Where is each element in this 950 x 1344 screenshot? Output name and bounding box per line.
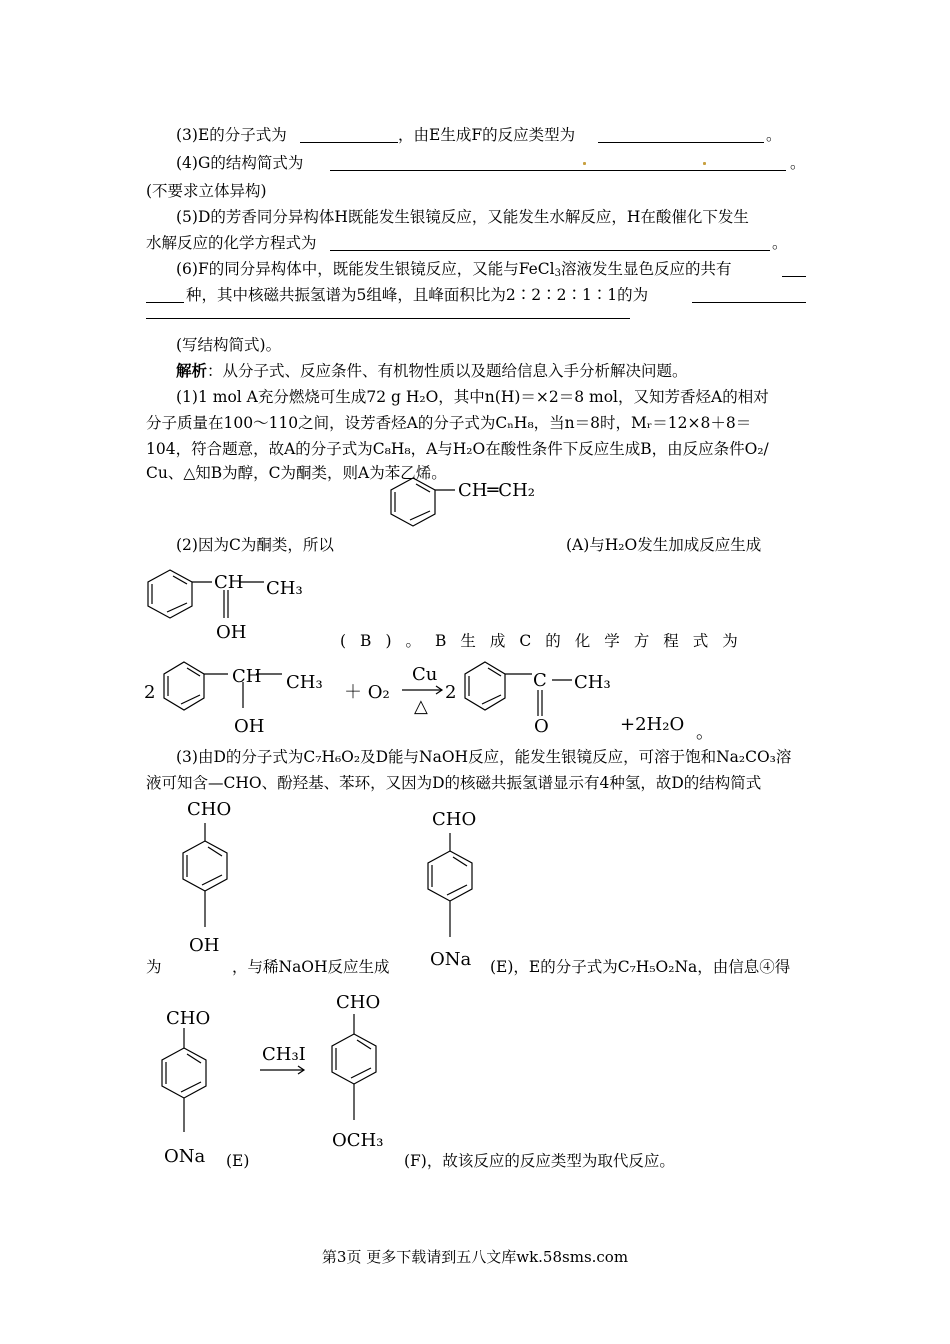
analysis-p2-b: (A)与H₂O发生加成反应生成 [566,536,762,554]
q3-start: (3)E的分子式为 [176,126,287,144]
chem-label: 。 [696,722,714,743]
chem-label: CH₃I [262,1044,306,1065]
chem-label: ONa [430,949,472,970]
q5-line1: (5)D的芳香同分异构体H既能发生银镜反应，又能发生水解反应，H在酸催化下发生 [176,208,749,226]
chem-label: OH [216,622,247,643]
chem-label: CH₃ [286,672,323,693]
mark-dot [703,162,706,165]
hydroxybenzaldehyde-structure [165,795,255,965]
chem-label: 2 [144,682,156,703]
analysis-p2-c: (B)。B生成C的化学方程式为 [340,632,752,650]
chem-label: CH═CH₂ [458,480,535,501]
mark-dot [583,162,586,165]
analysis-p1-line2: 分子质量在100～110之间，设芳香烃A的分子式为CₙH₈，当n＝8时，Mᵣ＝12×8＋8＝ [146,414,752,432]
page-footer: 第3页 更多下载请到五八文库wk.58sms.com [321,1248,629,1266]
q5-line2: 水解反应的化学方程式为 [146,234,317,252]
sodium-phenoxide-structure [410,805,500,975]
q3-end: 。 [766,126,782,144]
analysis-p1-line1: (1)1 mol A充分燃烧可生成72 g H₂O，其中n(H)＝×2＝8 mol，又知芳香烃A的相对 [176,388,769,406]
analysis-e-label: (E) [226,1152,250,1170]
q6-blank-1b[interactable] [146,302,184,303]
methylation-reaction [140,990,440,1180]
chem-label: 2 [445,682,457,703]
analysis-p3-l3c: (E)，E的分子式为C₇H₅O₂Na，由信息④得 [490,958,791,976]
q3-mid: ，由E生成F的反应类型为 [398,126,576,144]
chem-label: CH [232,666,262,687]
analysis-p2-a: (2)因为C为酮类，所以 [176,536,334,554]
q6-blank-2[interactable] [692,302,806,303]
q5-blank[interactable] [330,250,770,251]
q4-blank[interactable] [330,170,786,171]
chem-label: CHO [336,992,381,1013]
chem-label: CHO [166,1008,211,1029]
analysis-p1-line4: Cu、△知B为醇，C为酮类，则A为苯乙烯。 [146,464,447,482]
chem-label: ONa [164,1146,206,1167]
q4-start: (4)G的结构简式为 [176,154,304,172]
analysis-intro: 解析：从分子式、反应条件、有机物性质以及题给信息入手分析解决问题。 [176,361,688,380]
chem-label: CHO [432,809,477,830]
chem-label: CHO [187,799,232,820]
q6-line1: (6)F的同分异构体中，既能发生银镜反应，又能与FeCl$_3$溶液发生显色反应的共有 [176,260,732,279]
chem-label: CH₃ [574,672,611,693]
analysis-p3-line1: (3)由D的分子式为C₇H₆O₂及D能与NaOH反应，能发生银镜反应，可溶于饱和Na₂CO₃溶 [176,748,792,766]
oxidation-equation [140,650,740,750]
chem-label: △ [414,696,428,717]
chem-label: CH [214,572,244,593]
chem-label: Cu [412,664,438,685]
analysis-p3-end: (F)，故该反应的反应类型为取代反应。 [404,1152,675,1170]
analysis-p3-l3b: ，与稀NaOH反应生成 [232,958,390,976]
chem-label: ＋ O₂ [344,682,390,703]
q5-end: 。 [772,234,788,252]
chem-label: OH [234,716,265,737]
q6-line4: (写结构简式)。 [176,336,282,354]
q4-note: (不要求立体异构) [146,182,267,200]
q4-end: 。 [790,154,806,172]
q3-blank-2[interactable] [598,142,764,143]
q3-blank-1[interactable] [300,142,398,143]
chem-label: +2H₂O [620,714,685,735]
q6-line2: 种，其中核磁共振氢谱为5组峰，且峰面积比为2∶2∶2∶1∶1的为 [186,286,649,304]
phenylethanol-structure [140,560,340,650]
q6-blank-3[interactable] [146,318,630,319]
chem-label: CH₃ [266,578,303,599]
chem-label: C [533,670,547,691]
chem-label: O [534,716,549,737]
styrene-structure [380,470,560,560]
q6-blank-1[interactable] [782,276,806,277]
analysis-p3-line2: 液可知含—CHO、酚羟基、苯环，又因为D的核磁共振氢谱显示有4种氢，故D的结构简式 [146,774,762,792]
analysis-p3-l3a: 为 [146,958,162,976]
analysis-p1-line3: 104，符合题意，故A的分子式为C₈H₈，A与H₂O在酸性条件下反应生成B，由反应条件O₂/ [146,440,769,458]
chem-label: OH [189,935,220,956]
chem-label: OCH₃ [332,1130,384,1151]
